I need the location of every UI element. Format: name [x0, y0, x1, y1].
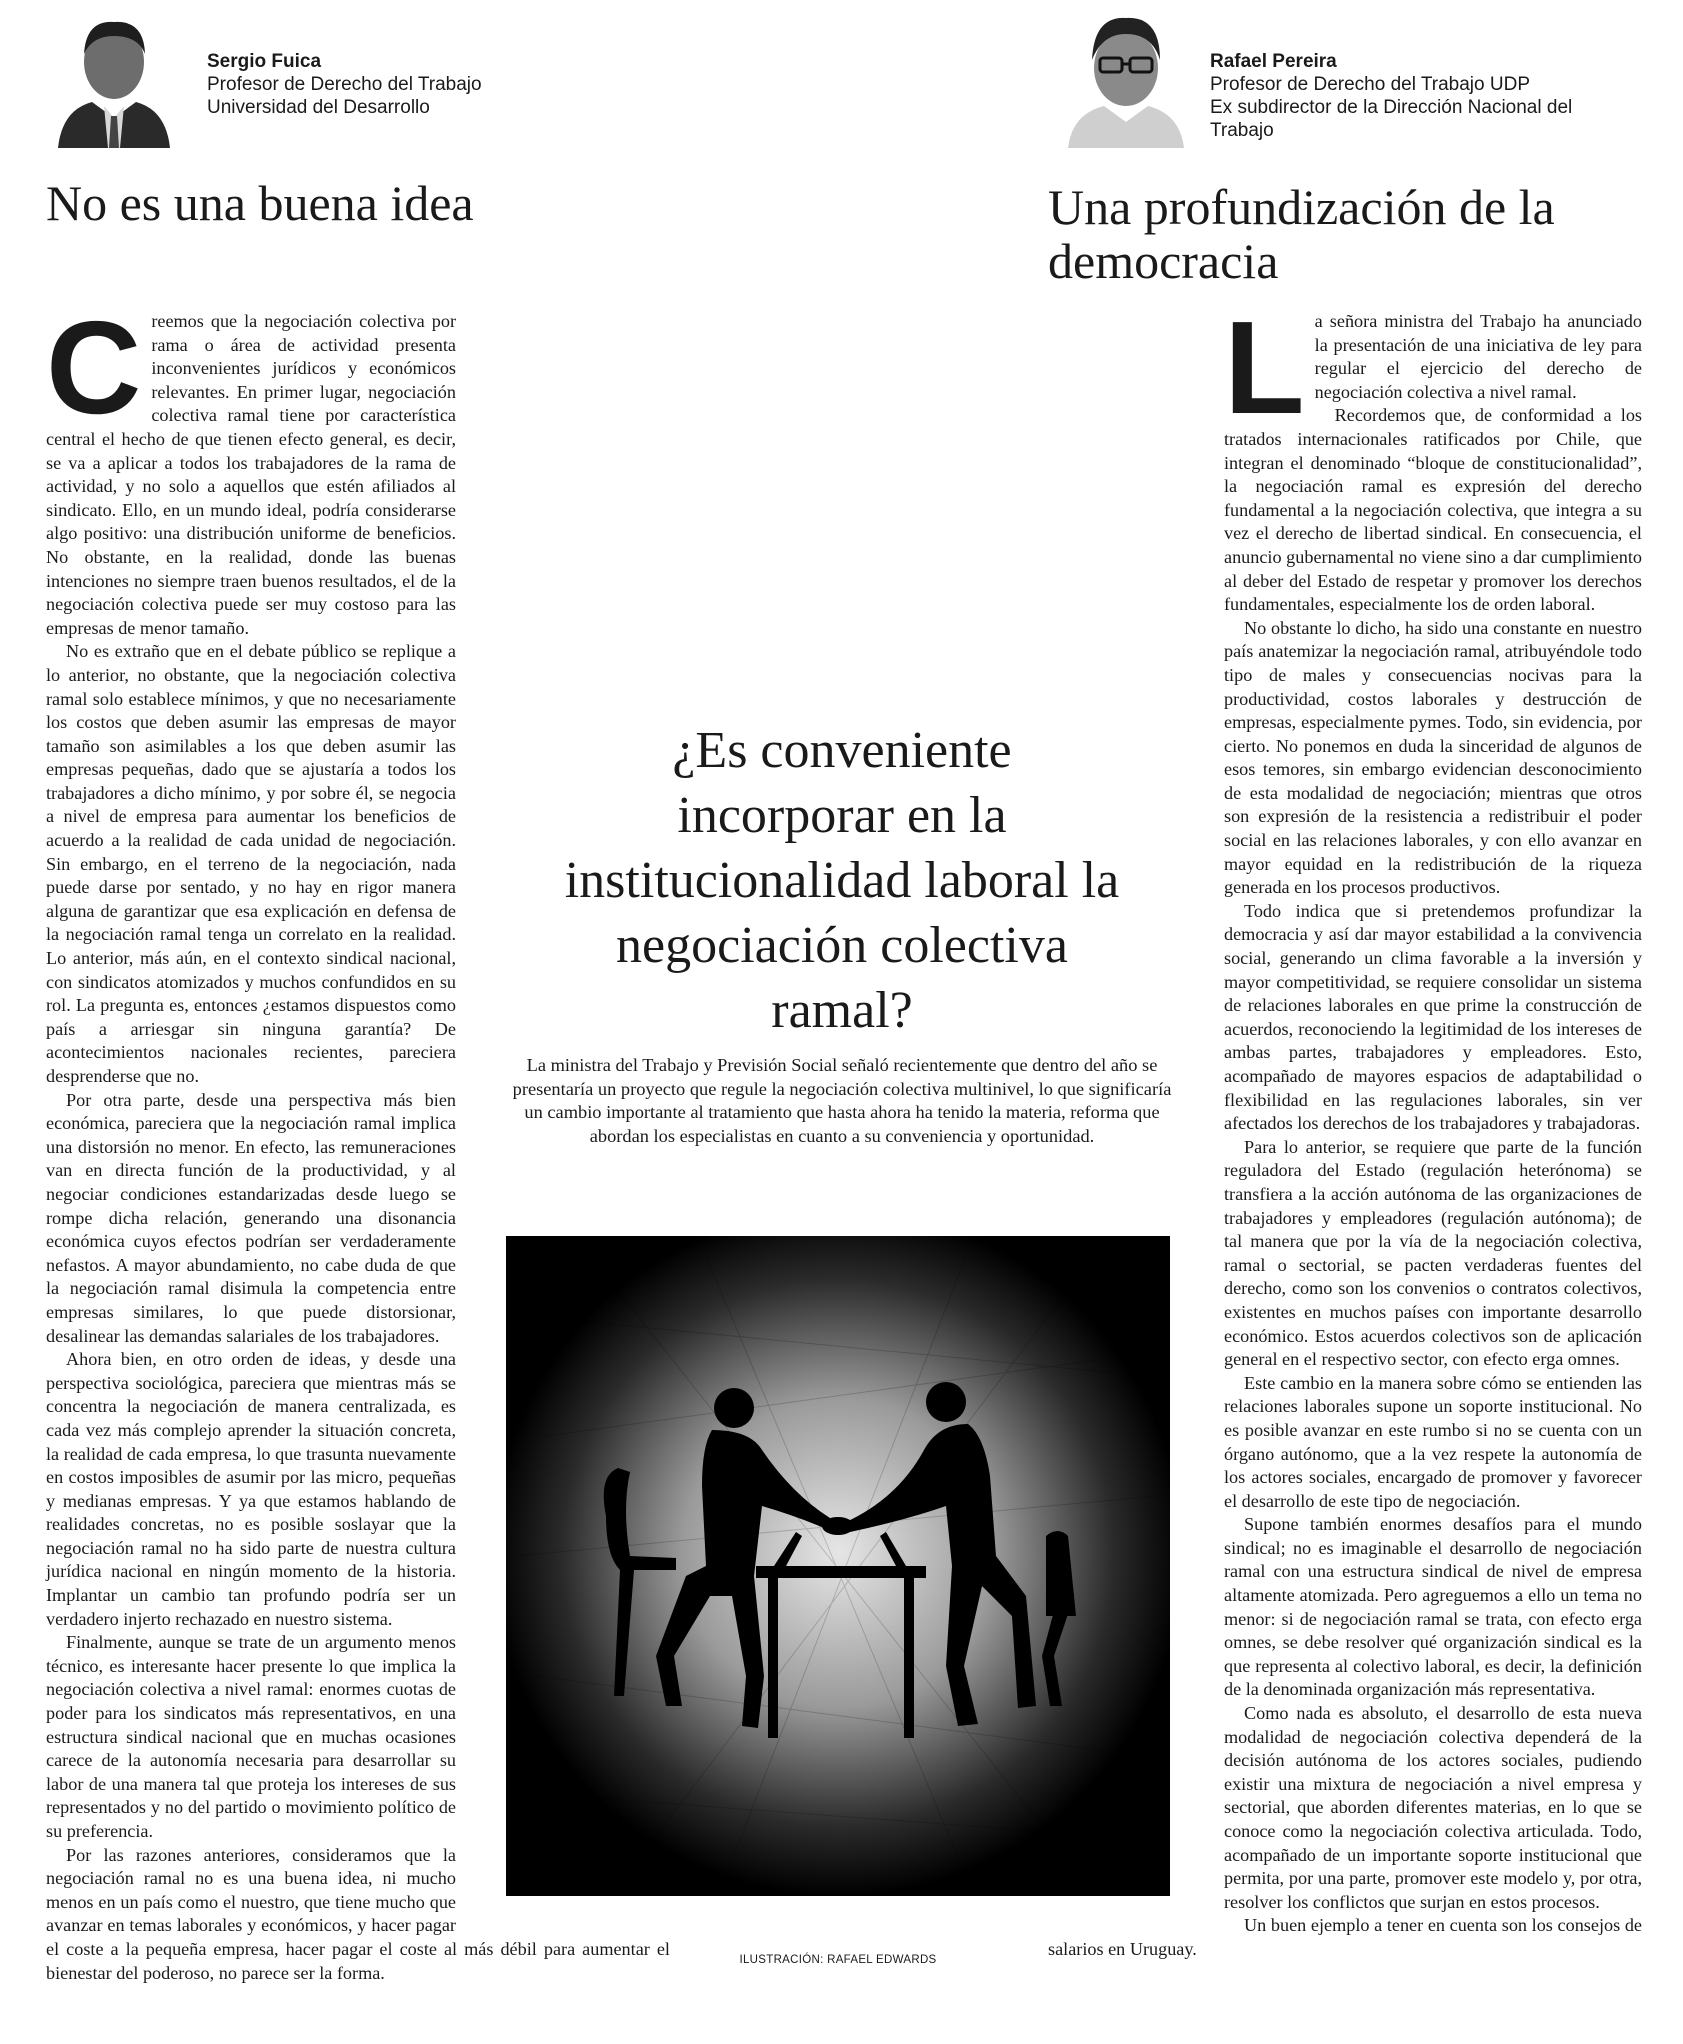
author-role: Profesor de Derecho del Trabajo UDP: [1210, 74, 1530, 95]
author-name: Rafael Pereira: [1210, 51, 1337, 72]
handshake-illustration-icon: [506, 1236, 1170, 1896]
paragraph: Todo indica que si pretendemos profundizar la democracia y así dar mayor estabilidad a la convivencia social, generando un clima favorable a la inversión y mayor competitividad, se requiere consolidar un sistema de relaciones laborales en que prime la construcción de acuerdos, reconociendo la legitimidad de los intereses de ambas partes, trabajadores y empleadores. Esto, acompañado de mayores espacios de adaptabilidad o flexibilidad en las regulaciones laborales, sin ver afectados los derechos de los trabajadores y trabajadoras.: [1224, 900, 1642, 1134]
left-article-title: No es una buena idea: [46, 175, 474, 231]
right-article-title: [1048, 180, 1668, 288]
paragraph: La señora ministra del Trabajo ha anunciado la presentación de una iniciativa de ley para regular el ejercicio del derecho de negociación colectiva a nivel ramal.: [1224, 294, 1642, 441]
center-lead: La ministra del Trabajo y Previsión Social señaló recientemente que dentro del año se presentaría un proyecto que regule la negociación colectiva multinivel, lo que significaría un cambio importante al tratamiento que hasta ahora ha tenido la materia, reforma que abordan los especialistas en cuanto a su conveniencia y oportunidad.: [512, 1055, 1172, 1146]
paragraph: Creemos que la negociación colectiva por rama o área de actividad presenta inconvenientes jurídicos y económicos relevantes. En primer lugar, negociación colectiva ramal tiene por característica central el hecho de que tienen efecto general, es decir, se va a aplicar a todos los trabajadores de la rama de actividad, y no solo a aquellos que estén afiliados al sindicato. Ello, en un mundo ideal, podría considerarse algo positivo: una distribución uniforme de beneficios. No obstante, en la realidad, donde las buenas intenciones no siempre traen buenos resultados, el de la negociación colectiva puede ser muy costoso para las empresas de menor tamaño.: [46, 294, 456, 638]
author-photo-rafael-pereira: [1060, 6, 1192, 148]
illustration-credit: ILUSTRACIÓN: RAFAEL EDWARDS: [739, 1954, 937, 1966]
paragraph: Por otra parte, desde una perspectiva más bien económica, pareciera que la negociación ramal implica una distorsión no menor. En efecto, las remuneraciones van en directa función de la productividad, y al negociar condiciones estandarizadas desde luego se rompe dicha relación, generando una disonancia económica cuyos efectos podrían ser verdaderamente nefastos. A mayor abundamiento, no cabe duda de que la negociación ramal disimula la competencia entre empresas similares, lo que puede distorsionar, desalinear las demandas salariales de los trabajadores.: [46, 1089, 456, 1346]
dropcap: L: [1224, 294, 1305, 441]
author-name: Sergio Fuica: [207, 51, 322, 72]
author-role: Profesor de Derecho del Trabajo: [207, 74, 482, 95]
right-title-line1: Una profundización de la: [1048, 179, 1555, 235]
paragraph: Finalmente, aunque se trate de un argumento menos técnico, es interesante hacer presente lo que implica la negociación colectiva a nivel ramal: enormes cuotas de poder para los sindicatos más representativos, en una estructura sindical nacional que en muchas ocasiones carece de la autonomía necesaria para desarrollar su labor de una manera tal que proteja los intereses de sus representados y no del partido o movimiento político de su preferencia.: [46, 1632, 456, 1841]
author-photo-sergio-fuica: [48, 6, 180, 148]
paragraph: Para lo anterior, se requiere que parte de la función reguladora del Estado (regulación heterónoma) se transfiera a la acción autónoma de las organizaciones de trabajadores y empleadores (regulación autónoma); de tal manera que por la vía de la negociación colectiva, ramal o sectorial, se pacten verdaderas fuentes del derecho, como son los convenios o contratos colectivos, existentes en muchos países con importante desarrollo económico. Estos acuerdos colectivos son de aplicación general en el respectivo sector, con efecto erga omnes.: [1224, 1136, 1642, 1370]
headline-line: ramal?: [771, 982, 913, 1039]
paragraph: Un buen ejemplo a tener en cuenta son los consejos de salarios en Uruguay.: [1048, 1915, 1642, 1959]
paragraph: Este cambio en la manera sobre cómo se entienden las relaciones laborales supone un soporte institucional. No es posible avanzar en este rumbo si no se cuenta con un órgano autónomo, que a la vez respete la autonomía de los actores sociales, encargado de promover y favorecer el desarrollo de este tipo de negociación.: [1224, 1372, 1642, 1511]
portrait-icon: [1060, 6, 1192, 148]
headline-line: incorporar en la: [677, 787, 1007, 844]
center-headline: [482, 718, 1202, 1043]
headline-line: negociación colectiva: [616, 917, 1068, 974]
author-info-right: [1210, 50, 1630, 142]
paragraph: Recordemos que, de conformidad a los tratados internacionales ratificados por Chile, que integran el denominado “bloque de constitucionalidad”, la negociación ramal es expresión del derecho fundamental a la negociación colectiva, que integra a su vez el derecho de libertad sindical. En consecuencia, el anuncio gubernamental no viene sino a dar cumplimiento al deber del Estado de respetar y promover los derechos fundamentales, especialmente los de orden laboral.: [1224, 405, 1642, 615]
paragraph: Por las razones anteriores, consideramos que la negociación ramal no es una buena idea, ni mucho menos en un país como el nuestro, que tiene mucho que avanzar en temas laborales y económicos, y hacer pagar el coste a la pequeña empresa, hacer pagar el coste al más débil para aumentar el bienestar del poderoso, no parece ser la forma.: [46, 1844, 670, 1983]
headline-line: ¿Es conveniente: [672, 722, 1012, 779]
headline-line: institucionalidad laboral la: [564, 852, 1120, 909]
paragraph: Como nada es absoluto, el desarrollo de esta nueva modalidad de negociación colectiva dependerá de la decisión autónoma de los actores sociales, pudiendo existir una mixtura de negociación a nivel empresa y sectorial, que aborden diferentes materias, en lo que se conoce como la negociación colectiva articulada. Todo, acompañado de un importante soporte institucional que permita, por una parte, promover este modelo y, por otra, resolver los conflictos que surjan en estos procesos.: [1224, 1703, 1642, 1912]
portrait-icon: [48, 6, 180, 148]
illustration-handshake: [506, 1236, 1170, 1896]
author-info-left: [207, 50, 627, 119]
paragraph: No obstante lo dicho, ha sido una constante en nuestro país anatemizar la negociación ramal, atribuyéndole todo tipo de males y consecuencias nocivas para la productividad, costos laborales y destrucción de empresas, especialmente pymes. Todo, sin evidencia, por cierto. No ponemos en duda la sinceridad de algunos de esos temores, sin embargo evidencian desconocimiento de esta modalidad de negociación; mientras que otros son expresión de la resistencia a redistribuir el poder social en las relaciones laborales, y con ello avanzar en mayor equidad en la redistribución de la riqueza generada en los procesos productivos.: [1224, 617, 1642, 898]
paragraph: No es extraño que en el debate público se replique a lo anterior, no obstante, que la negociación colectiva ramal solo establece mínimos, y que no necesariamente los costos que deben asumir las empresas de mayor tamaño son asimilables a los que deben asumir las empresas pequeñas, dado que se ajustaría a todos los trabajadores a dicho mínimo, y por sobre él, se negocia a nivel de empresa para aumentar los beneficios de acuerdo a la realidad de cada unidad de negociación. Sin embargo, en el terreno de la negociación, nada puede darse por sentado, y no hay en rigor manera alguna de garantizar que esa explicación en defensa de la negociación ramal tenga un correlato en la realidad. Lo anterior, más aún, en el contexto sindical nacional, con sindicatos atomizados y muchos confundidos en su rol. La pregunta es, entonces ¿estamos dispuestos como país a arriesgar sin ninguna garantía? De acontecimientos nacionales recientes, pareciera desprenderse que no.: [46, 641, 456, 1086]
author-affiliation: Universidad del Desarrollo: [207, 97, 430, 118]
right-title-line2: democracia: [1048, 233, 1279, 289]
paragraph: Supone también enormes desafíos para el mundo sindical; no es imaginable el desarrollo de negociación ramal con una estructura sindical de nivel de empresa altamente atomizada. Pero agreguemos a ello un tema no menor: si de negociación ramal se trata, con efecto erga omnes, se debe resolver qué organización sindical es la que representa al colectivo laboral, es decir, la definición de la denominada organización más representativa.: [1224, 1514, 1642, 1700]
dropcap: C: [46, 294, 142, 441]
author-affiliation: Ex subdirector de la Dirección Nacional del Trabajo: [1210, 97, 1573, 141]
paragraph: Ahora bien, en otro orden de ideas, y desde una perspectiva sociológica, pareciera que mientras más se concentra la negociación de manera centralizada, es cada vez más complejo aprender la situación concreta, la realidad de cada empresa, lo que trasunta nuevamente en costos imposibles de asumir por las micro, pequeñas y medianas empresas. Y ya que estamos hablando de realidades concretas, no es posible soslayar que la negociación ramal no ha sido parte de nuestra cultura jurídica nacional en ningún momento de la historia. Implantar un cambio tan profundo podría ser un verdadero injerto rechazado en nuestro sistema.: [46, 1349, 456, 1629]
